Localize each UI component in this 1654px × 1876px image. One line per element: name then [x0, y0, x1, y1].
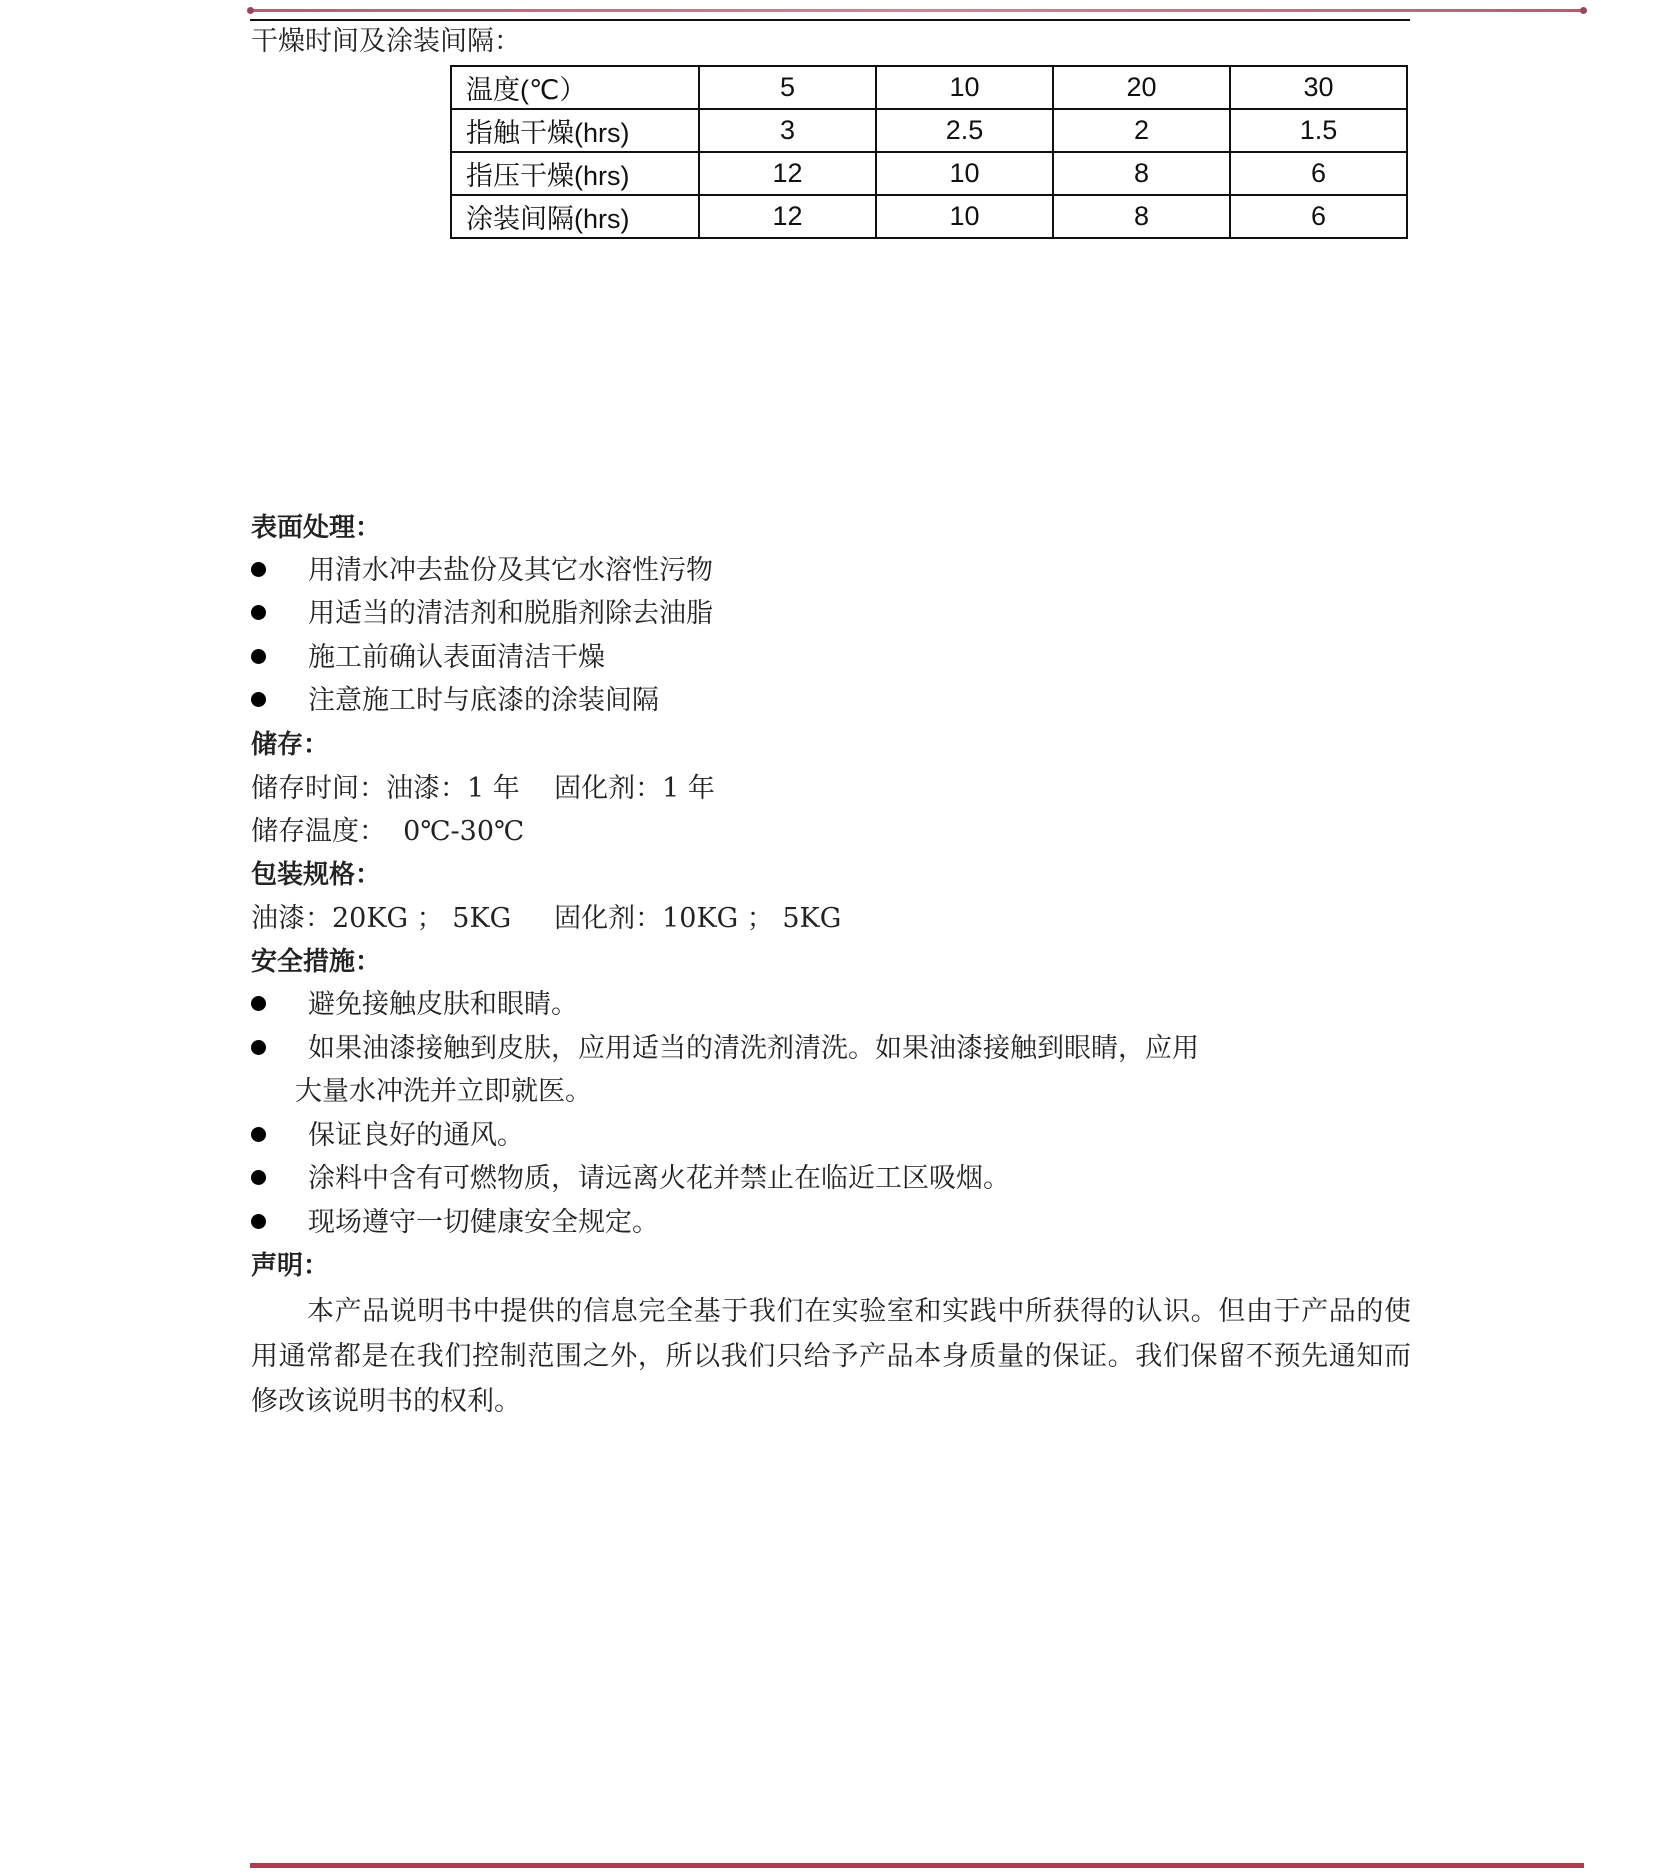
table-cell: 12 — [699, 195, 876, 238]
list-item: 用清水冲去盐份及其它水溶性污物 — [251, 553, 713, 589]
bullet-icon — [251, 1214, 266, 1229]
table-cell: 5 — [699, 66, 876, 109]
storage-heading: 储存： — [251, 730, 330, 760]
table-cell: 12 — [699, 152, 876, 195]
table-cell: 涂装间隔(hrs) — [451, 195, 699, 238]
table-cell: 6 — [1230, 152, 1407, 195]
surface-heading: 表面处理： — [251, 513, 382, 543]
table-cell: 2 — [1053, 109, 1230, 152]
storage-temp: 储存温度： 0℃-30℃ — [251, 816, 525, 847]
statement-body: 本产品说明书中提供的信息完全基于我们在实验室和实践中所获得的认识。但由于产品的使用通常都是在我们控制范围之外，所以我们只给予产品本身质量的保证。我们保留不预先通知而修改该说明书的权利。 — [251, 1296, 1411, 1417]
table-cell: 8 — [1053, 152, 1230, 195]
header-decorative-rule — [250, 9, 1584, 12]
table-cell: 10 — [876, 152, 1053, 195]
packaging-heading: 包装规格： — [251, 860, 382, 890]
list-item: 施工前确认表面清洁干燥 — [251, 640, 605, 676]
table-cell: 30 — [1230, 66, 1407, 109]
table-cell: 2.5 — [876, 109, 1053, 152]
safety-heading: 安全措施： — [251, 947, 382, 977]
table-cell: 3 — [699, 109, 876, 152]
table-cell: 8 — [1053, 195, 1230, 238]
bullet-icon — [251, 1127, 266, 1142]
list-item: 注意施工时与底漆的涂装间隔 — [251, 683, 659, 719]
list-item: 保证良好的通风。 — [251, 1118, 524, 1154]
statement-heading: 声明： — [251, 1251, 330, 1281]
drying-title: 干燥时间及涂装间隔： — [251, 26, 521, 57]
table-cell: 10 — [876, 195, 1053, 238]
bullet-icon — [251, 996, 266, 1011]
bullet-icon — [251, 562, 266, 577]
bullet-icon — [251, 1040, 266, 1055]
list-item-continuation: 大量水冲洗并立即就医。 — [295, 1076, 592, 1107]
table-cell: 1.5 — [1230, 109, 1407, 152]
list-item: 现场遵守一切健康安全规定。 — [251, 1205, 659, 1241]
bullet-icon — [251, 692, 266, 707]
list-item: 用适当的清洁剂和脱脂剂除去油脂 — [251, 596, 713, 632]
footer-rule — [250, 1863, 1584, 1868]
table-cell: 10 — [876, 66, 1053, 109]
table-cell: 6 — [1230, 195, 1407, 238]
bullet-icon — [251, 1170, 266, 1185]
table-cell: 20 — [1053, 66, 1230, 109]
table-row — [451, 66, 1407, 109]
bullet-icon — [251, 649, 266, 664]
table-cell: 指压干燥(hrs) — [451, 152, 699, 195]
table-cell: 指触干燥(hrs) — [451, 109, 699, 152]
list-item: 避免接触皮肤和眼睛。 — [251, 987, 578, 1023]
packaging-line: 油漆：20KG ； 5KG 固化剂：10KG ； 5KG — [251, 903, 842, 934]
list-item: 涂料中含有可燃物质，请远离火花并禁止在临近工区吸烟。 — [251, 1161, 1010, 1197]
storage-time: 储存时间：油漆：1 年 固化剂：1 年 — [251, 773, 715, 804]
list-item: 如果油漆接触到皮肤，应用适当的清洗剂清洗。如果油漆接触到眼睛，应用 — [251, 1031, 1199, 1067]
table-row — [451, 152, 1407, 195]
bullet-icon — [251, 605, 266, 620]
table-row — [451, 109, 1407, 152]
header-rule — [250, 19, 1410, 21]
drying-table — [450, 65, 1408, 239]
table-row — [451, 195, 1407, 238]
table-cell: 温度(℃） — [451, 66, 699, 109]
